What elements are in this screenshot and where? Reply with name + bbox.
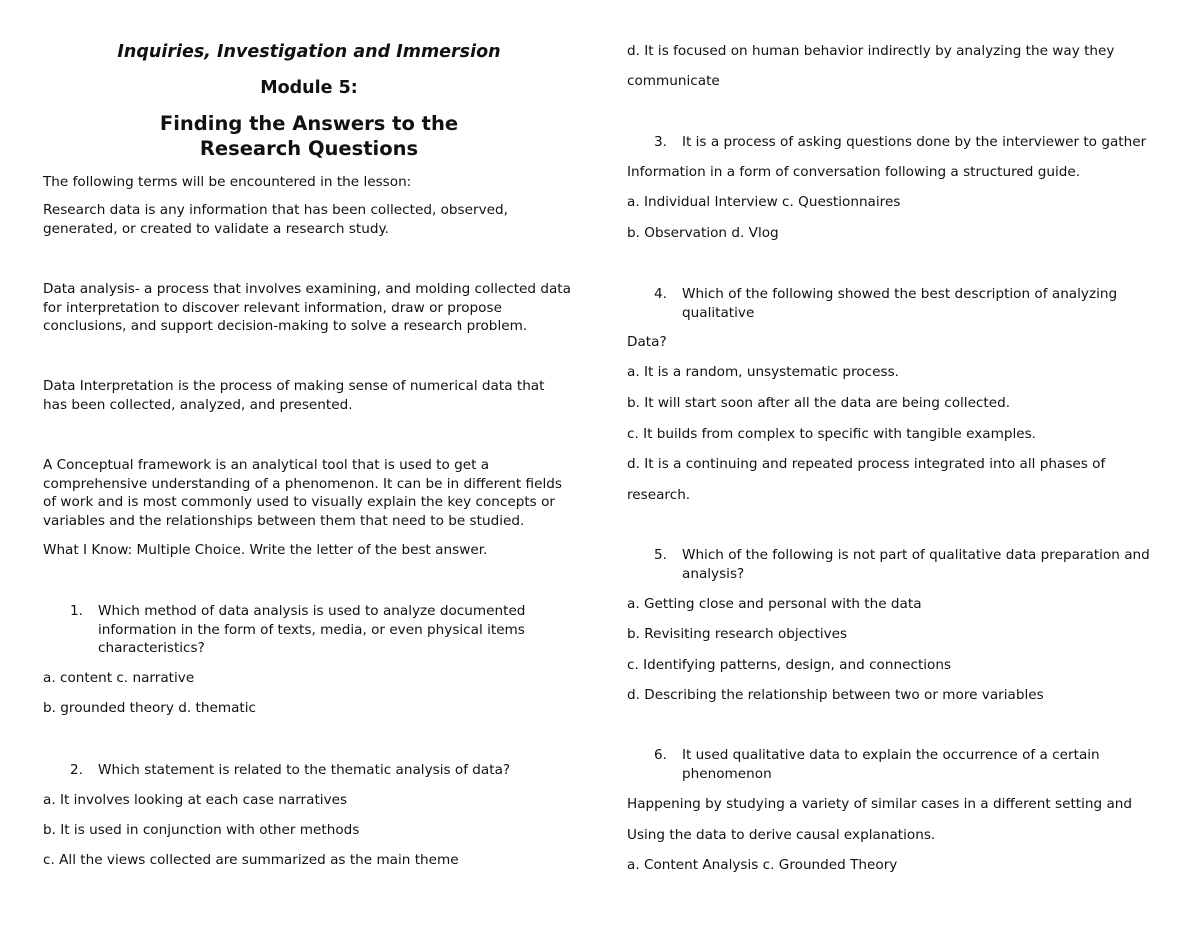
answer-option: b. It will start soon after all the data are being collected.	[627, 395, 1011, 411]
answer-options: b. grounded theory d. thematic	[43, 700, 256, 716]
question-continuation: Information in a form of conversation following a structured guide.	[627, 164, 1081, 180]
lesson-title	[44, 111, 574, 161]
answer-option: d. It is focused on human behavior indirectly by analyzing the way they	[627, 43, 1115, 59]
question-continuation: Data?	[627, 334, 667, 350]
answer-options: b. Observation d. Vlog	[627, 225, 779, 241]
what-i-know-instructions: What I Know: Multiple Choice. Write the letter of the best answer.	[43, 542, 488, 558]
data-analysis-definition: Data analysis- a process that involves examining, and molding collected data for interpretation to discover relevant information, draw or propose conclusions, and support decision-making to solve a research problem.	[43, 281, 571, 334]
question-text: Which of the following is not part of qualitative data preparation and analysis?	[682, 547, 1150, 582]
question-text: It used qualitative data to explain the occurrence of a certain phenomenon	[682, 747, 1100, 782]
course-title: Inquiries, Investigation and Immersion	[117, 42, 501, 62]
answer-option: a. It involves looking at each case narratives	[43, 792, 348, 808]
conceptual-framework-definition: A Conceptual framework is an analytical tool that is used to get a comprehensive understanding of a phenomenon. It can be in different fields of work and is most commonly used to visually explain the key concepts or variables and the relationships between them that need to be studied.	[43, 457, 562, 529]
answer-option: a. It is a random, unsystematic process.	[627, 364, 899, 380]
answer-options: a. content c. narrative	[43, 670, 195, 686]
answer-option: b. It is used in conjunction with other methods	[43, 822, 360, 838]
answer-option-continuation: communicate	[627, 73, 720, 89]
question-text: Which of the following showed the best description of analyzing qualitative	[682, 286, 1118, 321]
answer-option: c. Identifying patterns, design, and connections	[627, 657, 952, 673]
answer-options: a. Content Analysis c. Grounded Theory	[627, 857, 898, 873]
question-continuation: Happening by studying a variety of similar cases in a different setting and	[627, 796, 1133, 812]
answer-option: d. Describing the relationship between two or more variables	[627, 687, 1044, 703]
answer-option: b. Revisiting research objectives	[627, 626, 848, 642]
answer-option: c. It builds from complex to specific with tangible examples.	[627, 426, 1036, 442]
research-data-definition: Research data is any information that has been collected, observed, generated, or created to validate a research study.	[43, 202, 508, 237]
intro-text: The following terms will be encountered in the lesson:	[43, 174, 412, 190]
question-text: It is a process of asking questions done by the interviewer to gather	[682, 134, 1147, 150]
question-number: 6.	[654, 747, 667, 763]
question-number: 4.	[654, 286, 667, 302]
answer-option: a. Getting close and personal with the data	[627, 596, 922, 612]
answer-option: d. It is a continuing and repeated process integrated into all phases of	[627, 456, 1106, 472]
question-text: Which statement is related to the thematic analysis of data?	[98, 762, 511, 778]
lesson-title-line1: Finding the Answers to the	[159, 112, 459, 135]
question-number: 1.	[70, 603, 83, 619]
question-number: 5.	[654, 547, 667, 563]
answer-options: a. Individual Interview c. Questionnaires	[627, 194, 901, 210]
question-continuation: Using the data to derive causal explanations.	[627, 827, 936, 843]
question-number: 3.	[654, 134, 667, 150]
question-number: 2.	[70, 762, 83, 778]
lesson-title-line2: Research Questions	[199, 137, 419, 160]
answer-option-continuation: research.	[627, 487, 691, 503]
question-text: Which method of data analysis is used to analyze documented information in the form of texts, media, or even physical items characteristics?	[98, 603, 526, 656]
data-interpretation-definition: Data Interpretation is the process of making sense of numerical data that has been collected, analyzed, and presented.	[43, 378, 545, 413]
module-label: Module 5:	[260, 78, 358, 98]
answer-option: c. All the views collected are summarized as the main theme	[43, 852, 459, 868]
